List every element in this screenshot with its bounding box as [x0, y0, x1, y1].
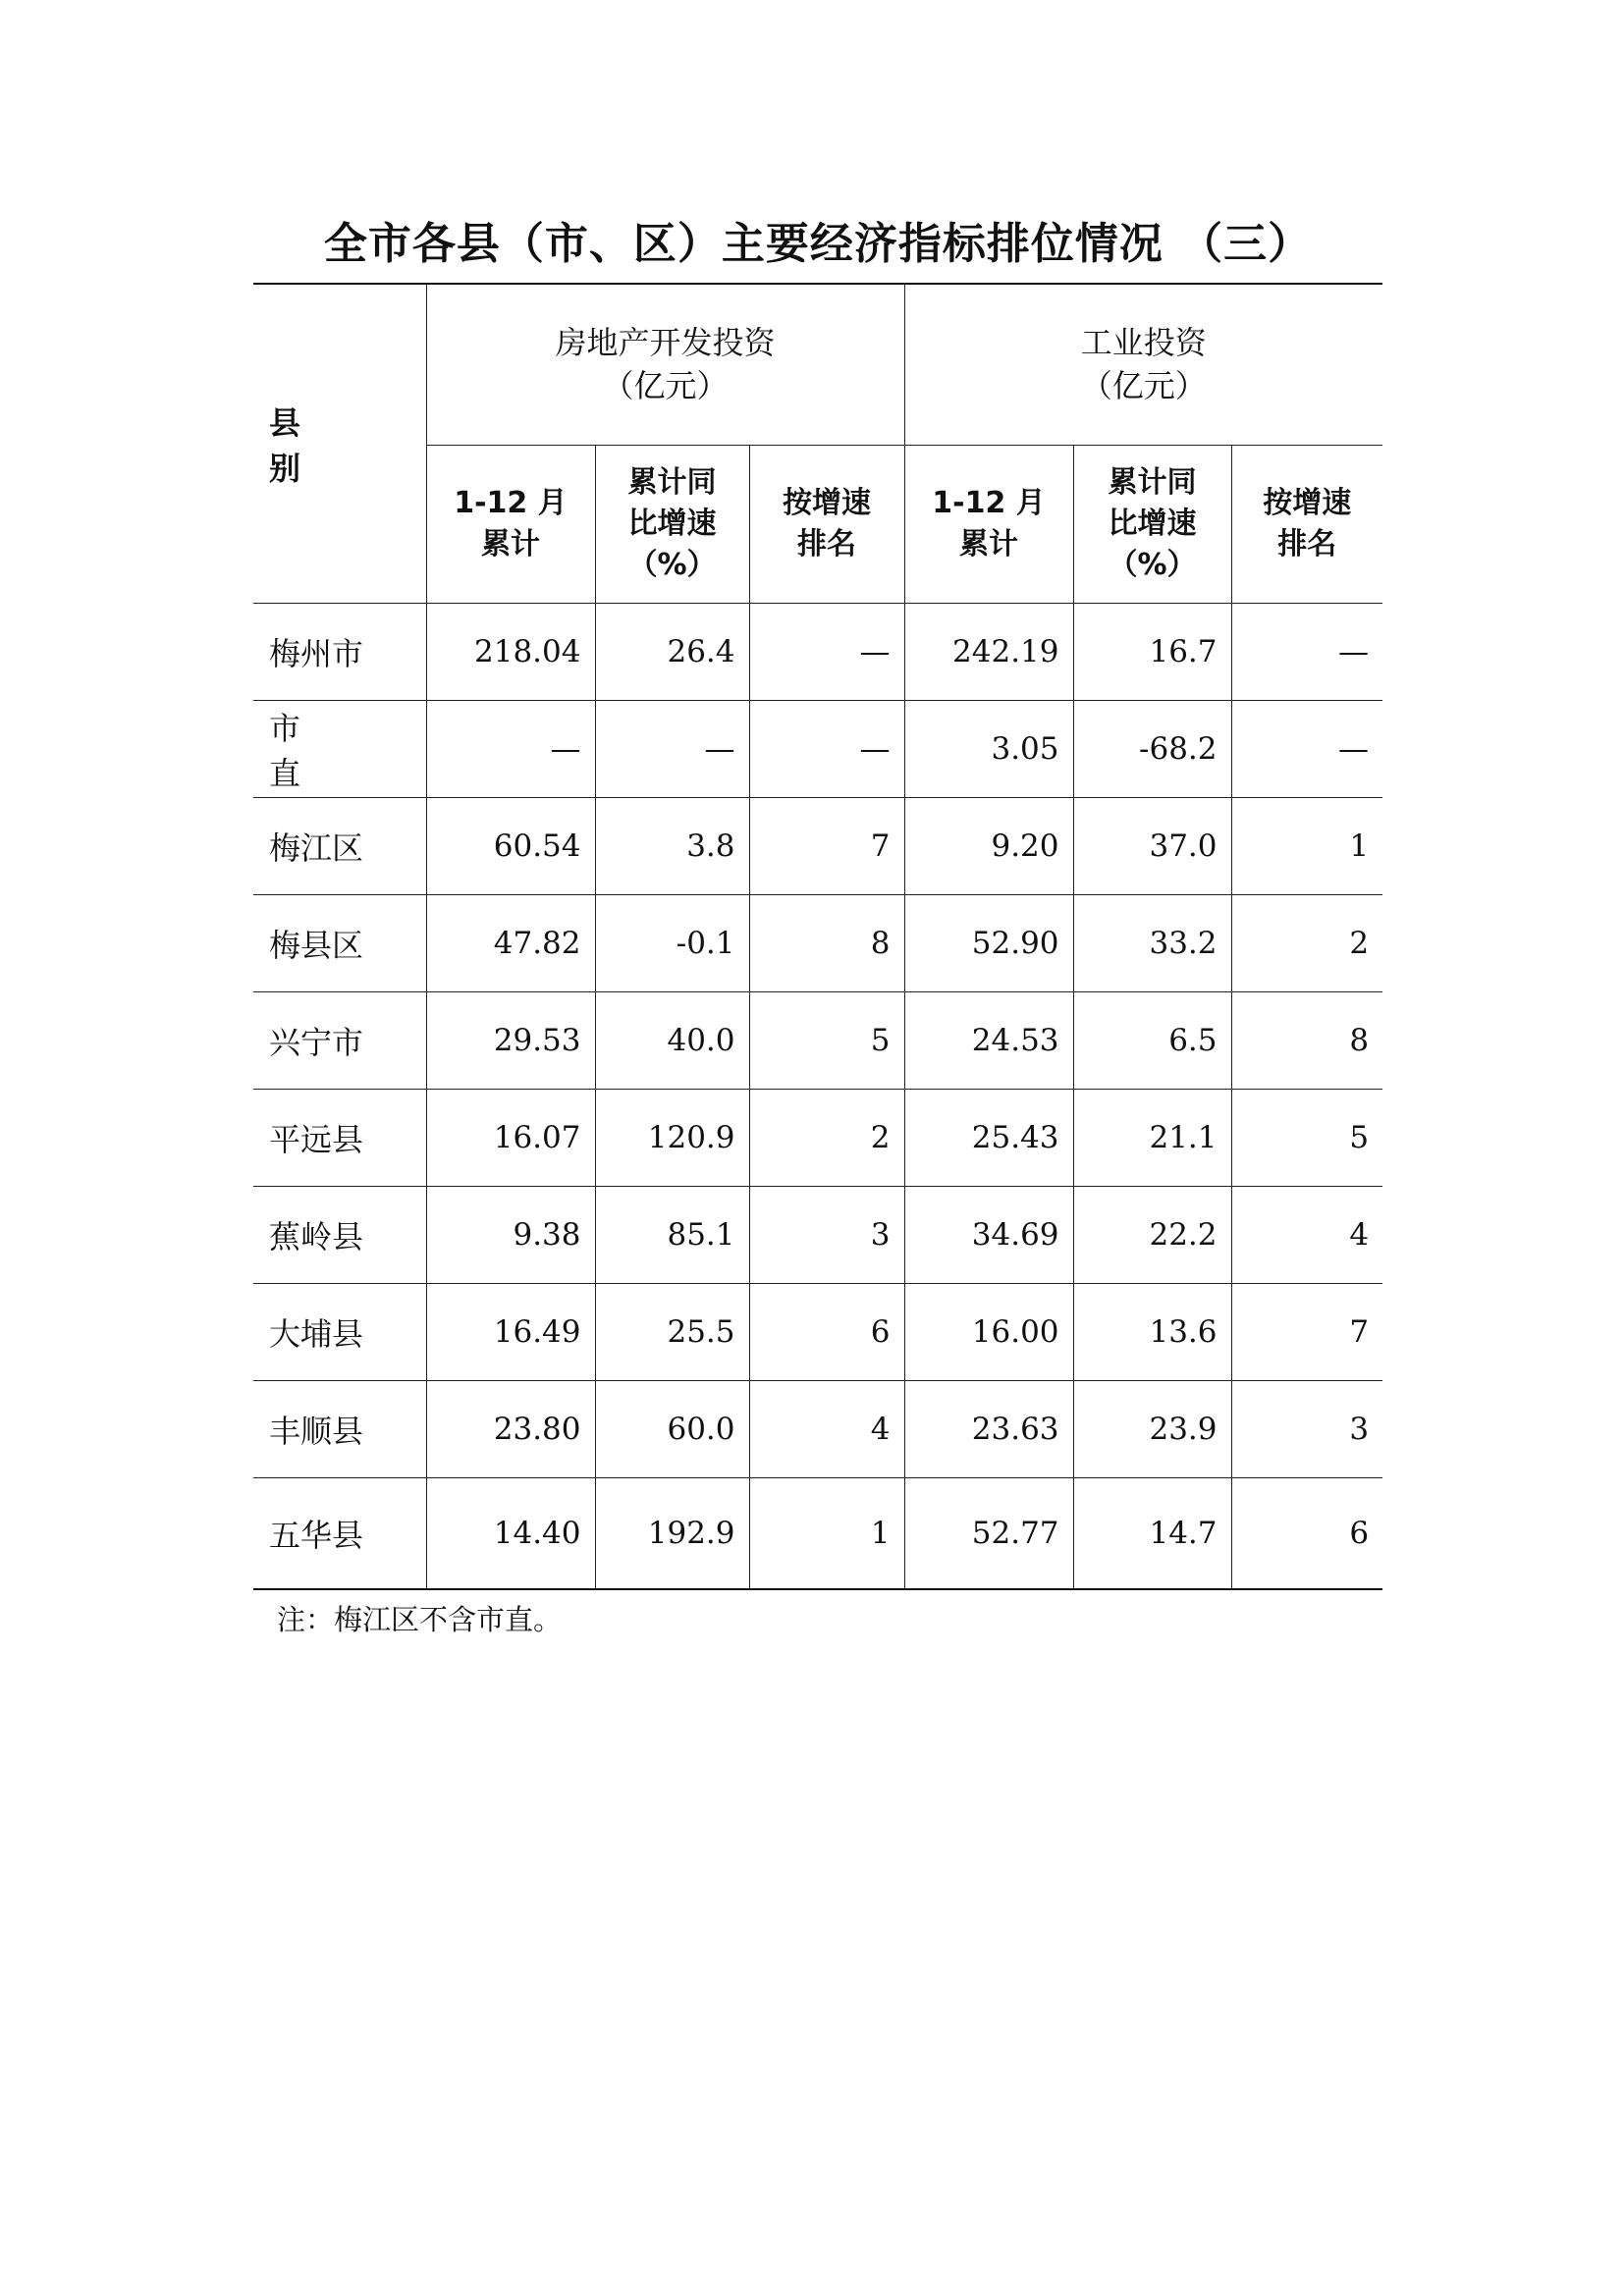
ind-growth-value: 13.6 [1073, 1283, 1231, 1380]
re-cumulative-value: 16.49 [426, 1283, 595, 1380]
re-growth-value: 192.9 [595, 1477, 749, 1589]
ind-rank-value: 6 [1231, 1477, 1382, 1589]
ind-rank-value: 7 [1231, 1283, 1382, 1380]
re-rank-value: — [749, 603, 904, 700]
re-cumulative-value: 47.82 [426, 894, 595, 991]
ind-growth-header: 累计同 比增速 （%） [1073, 445, 1231, 603]
county-name: 大埔县 [253, 1283, 426, 1380]
county-name: 市 直 [253, 700, 426, 797]
re-growth-value: 85.1 [595, 1186, 749, 1283]
ind-rank-value: — [1231, 603, 1382, 700]
ind-cumulative-value: 23.63 [904, 1380, 1073, 1477]
table-row [253, 700, 1382, 797]
ind-growth-value: -68.2 [1073, 700, 1231, 797]
ind-cumulative-value: 52.77 [904, 1477, 1073, 1589]
ind-growth-value: 22.2 [1073, 1186, 1231, 1283]
real-estate-unit-label: （亿元） [602, 367, 729, 405]
re-rank-header: 按增速 排名 [749, 445, 904, 603]
ind-growth-value: 37.0 [1073, 797, 1231, 894]
re-cumulative-value: — [426, 700, 595, 797]
re-growth-header: 累计同 比增速 （%） [595, 445, 749, 603]
re-rank-value: 3 [749, 1186, 904, 1283]
table-row [253, 991, 1382, 1089]
county-name: 梅县区 [253, 894, 426, 991]
industrial-investment-label: 工业投资 [1080, 324, 1207, 362]
table-row [253, 1089, 1382, 1186]
re-rank-value: 5 [749, 991, 904, 1089]
ind-growth-value: 16.7 [1073, 603, 1231, 700]
real-estate-investment-label: 房地产开发投资 [555, 324, 776, 362]
re-growth-value: — [595, 700, 749, 797]
county-name: 兴宁市 [253, 991, 426, 1089]
industrial-investment-header [904, 284, 1382, 445]
table-row [253, 894, 1382, 991]
county-name: 蕉岭县 [253, 1186, 426, 1283]
re-rank-value: 2 [749, 1089, 904, 1186]
table-row [253, 1283, 1382, 1380]
county-column-header: 县 别 [253, 284, 426, 603]
ind-cumulative-value: 9.20 [904, 797, 1073, 894]
re-rank-value: 1 [749, 1477, 904, 1589]
re-cumulative-value: 218.04 [426, 603, 595, 700]
re-rank-value: 7 [749, 797, 904, 894]
re-cumulative-value: 16.07 [426, 1089, 595, 1186]
re-growth-value: 60.0 [595, 1380, 749, 1477]
ind-rank-value: 3 [1231, 1380, 1382, 1477]
real-estate-investment-header [426, 284, 904, 445]
re-rank-value: — [749, 700, 904, 797]
re-growth-value: 120.9 [595, 1089, 749, 1186]
re-cumulative-value: 60.54 [426, 797, 595, 894]
page-title: 全市各县（市、区）主要经济指标排位情况 （三） [323, 219, 1313, 269]
table-row [253, 797, 1382, 894]
ind-rank-value: 2 [1231, 894, 1382, 991]
ind-cumulative-value: 242.19 [904, 603, 1073, 700]
re-cumulative-value: 14.40 [426, 1477, 595, 1589]
ind-growth-value: 21.1 [1073, 1089, 1231, 1186]
ind-growth-value: 23.9 [1073, 1380, 1231, 1477]
table-row [253, 1186, 1382, 1283]
county-name: 五华县 [253, 1477, 426, 1589]
ind-rank-value: 1 [1231, 797, 1382, 894]
re-rank-value: 6 [749, 1283, 904, 1380]
ind-cumulative-value: 24.53 [904, 991, 1073, 1089]
table-row [253, 1380, 1382, 1477]
re-cumulative-value: 23.80 [426, 1380, 595, 1477]
county-name: 梅州市 [253, 603, 426, 700]
ind-cumulative-value: 52.90 [904, 894, 1073, 991]
ind-growth-value: 6.5 [1073, 991, 1231, 1089]
table-row [253, 603, 1382, 700]
county-name: 丰顺县 [253, 1380, 426, 1477]
ind-rank-value: 5 [1231, 1089, 1382, 1186]
re-cumulative-value: 29.53 [426, 991, 595, 1089]
ind-cumulative-value: 25.43 [904, 1089, 1073, 1186]
re-growth-value: 25.5 [595, 1283, 749, 1380]
ind-cumulative-value: 16.00 [904, 1283, 1073, 1380]
ind-growth-value: 14.7 [1073, 1477, 1231, 1589]
industrial-unit-label: （亿元） [1080, 367, 1207, 405]
economic-indicators-table [253, 283, 1382, 1590]
re-rank-value: 8 [749, 894, 904, 991]
ind-growth-value: 33.2 [1073, 894, 1231, 991]
re-cumulative-header: 1-12 月 累计 [426, 445, 595, 603]
re-growth-value: 40.0 [595, 991, 749, 1089]
re-growth-value: 3.8 [595, 797, 749, 894]
ind-cumulative-value: 34.69 [904, 1186, 1073, 1283]
county-name: 平远县 [253, 1089, 426, 1186]
ind-rank-value: 4 [1231, 1186, 1382, 1283]
ind-cumulative-value: 3.05 [904, 700, 1073, 797]
re-growth-value: 26.4 [595, 603, 749, 700]
ind-cumulative-header: 1-12 月 累计 [904, 445, 1073, 603]
table-row [253, 1477, 1382, 1589]
ind-rank-header: 按增速 排名 [1231, 445, 1382, 603]
footnote: 注：梅江区不含市直。 [277, 1603, 563, 1636]
ind-rank-value: — [1231, 700, 1382, 797]
ind-rank-value: 8 [1231, 991, 1382, 1089]
re-rank-value: 4 [749, 1380, 904, 1477]
re-growth-value: -0.1 [595, 894, 749, 991]
re-cumulative-value: 9.38 [426, 1186, 595, 1283]
county-name: 梅江区 [253, 797, 426, 894]
